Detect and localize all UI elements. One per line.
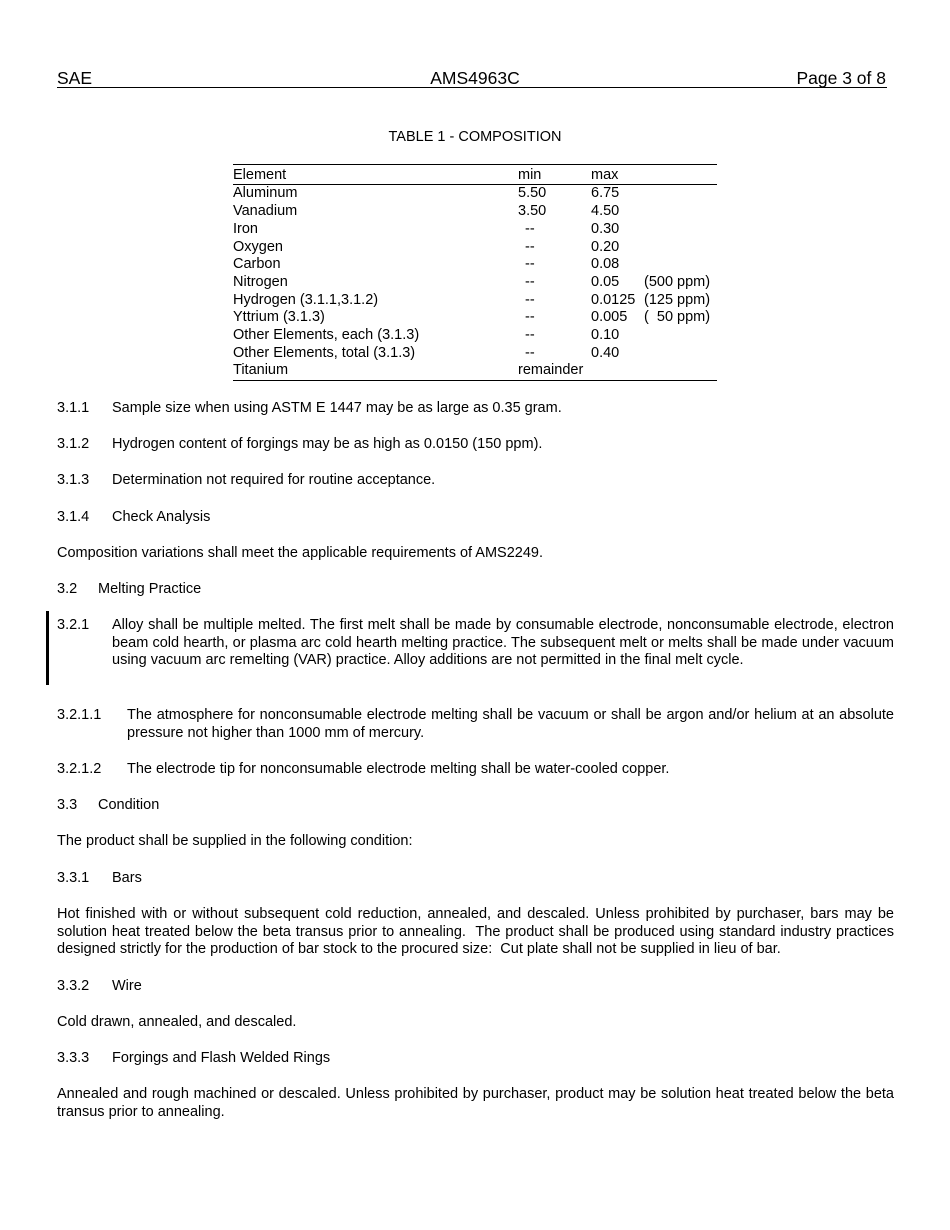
table-row xyxy=(233,362,717,380)
table-row xyxy=(233,345,717,363)
section-number-3-3-2: 3.3.2 xyxy=(57,978,90,994)
table-row xyxy=(233,221,717,239)
section-number-3-1-2: 3.1.2 xyxy=(57,436,90,452)
section-text-3-1-2: Hydrogen content of forgings may be as high as 0.0150 (150 ppm). xyxy=(112,436,543,452)
section-number-3-1-3: 3.1.3 xyxy=(57,472,90,488)
section-number-3-2: 3.2 xyxy=(57,581,78,597)
cell-max: 0.05 xyxy=(591,274,620,290)
cell-max: 0.005 xyxy=(591,309,628,325)
section-body-3-3-3: Annealed and rough machined or descaled. Unless prohibited by purchaser, product may be solution heat treated below the beta transus prior to annealing. xyxy=(57,1086,894,1120)
cell-element: Titanium xyxy=(233,362,289,378)
cell-min: -- xyxy=(525,309,535,325)
cell-min: -- xyxy=(525,274,535,290)
column-header-min: min xyxy=(518,167,542,183)
table-row xyxy=(233,239,717,257)
cell-element: Aluminum xyxy=(233,185,298,201)
cell-max: 0.30 xyxy=(591,221,620,237)
cell-min: -- xyxy=(525,327,535,343)
section-number-3-2-1: 3.2.1 xyxy=(57,617,90,633)
section-number-3-1-1: 3.1.1 xyxy=(57,400,90,416)
cell-element: Hydrogen (3.1.1,3.1.2) xyxy=(233,292,379,308)
section-body-3-3-2: Cold drawn, annealed, and descaled. xyxy=(57,1014,297,1030)
table-row xyxy=(233,274,717,292)
section-number-3-2-1-1: 3.2.1.1 xyxy=(57,707,102,723)
cell-min: -- xyxy=(525,256,535,272)
column-header-max: max xyxy=(591,167,619,183)
cell-element: Vanadium xyxy=(233,203,298,219)
cell-min: remainder xyxy=(518,362,584,378)
section-title-bars: Bars xyxy=(112,870,142,886)
cell-min: -- xyxy=(525,292,535,308)
cell-min: -- xyxy=(525,239,535,255)
cell-min: -- xyxy=(525,221,535,237)
revision-change-bar xyxy=(46,611,49,685)
table-row xyxy=(233,309,717,327)
section-number-3-3-1: 3.3.1 xyxy=(57,870,90,886)
section-text-3-1-1: Sample size when using ASTM E 1447 may be as large as 0.35 gram. xyxy=(112,400,562,416)
section-title-forgings: Forgings and Flash Welded Rings xyxy=(112,1050,331,1066)
cell-element: Other Elements, each (3.1.3) xyxy=(233,327,420,343)
section-title-check-analysis: Check Analysis xyxy=(112,509,211,525)
cell-element: Yttrium (3.1.3) xyxy=(233,309,325,325)
cell-max: 0.20 xyxy=(591,239,620,255)
cell-max: 4.50 xyxy=(591,203,620,219)
cell-ppm: (500 ppm) xyxy=(644,274,711,290)
table-bottom-rule xyxy=(233,380,717,381)
cell-element: Carbon xyxy=(233,256,281,272)
cell-min: -- xyxy=(525,345,535,361)
cell-min: 3.50 xyxy=(518,203,547,219)
table-title: TABLE 1 - COMPOSITION xyxy=(388,129,562,145)
table-row xyxy=(233,203,717,221)
cell-element: Nitrogen xyxy=(233,274,288,290)
section-text-3-2-1: Alloy shall be multiple melted. The first melt shall be made by consumable electrode, nonconsumable electrode, electron beam cold hearth, or plasma arc cold hearth melting practice. The subsequent melt or melts shall be made under vacuum using vacuum arc remelting (VAR) practice. Alloy additions are not permitted in the final melt cycle. xyxy=(112,617,894,668)
cell-ppm: (125 ppm) xyxy=(644,292,711,308)
section-number-3-1-4: 3.1.4 xyxy=(57,509,90,525)
section-text-3-1-3: Determination not required for routine acceptance. xyxy=(112,472,436,488)
section-title-melting-practice: Melting Practice xyxy=(98,581,202,597)
cell-element: Iron xyxy=(233,221,258,237)
cell-max: 0.0125 xyxy=(591,292,636,308)
section-body-3-3: The product shall be supplied in the following condition: xyxy=(57,833,413,849)
section-number-3-3: 3.3 xyxy=(57,797,78,813)
section-body-3-1-4: Composition variations shall meet the applicable requirements of AMS2249. xyxy=(57,545,544,561)
column-header-element: Element xyxy=(233,167,287,183)
table-row xyxy=(233,327,717,345)
section-title-condition: Condition xyxy=(98,797,160,813)
cell-element: Other Elements, total (3.1.3) xyxy=(233,345,416,361)
section-text-3-2-1-2: The electrode tip for nonconsumable electrode melting shall be water-cooled copper. xyxy=(127,761,670,777)
header-rule xyxy=(57,87,887,88)
section-number-3-2-1-2: 3.2.1.2 xyxy=(57,761,102,777)
cell-min: 5.50 xyxy=(518,185,547,201)
cell-max: 6.75 xyxy=(591,185,620,201)
cell-max: 0.10 xyxy=(591,327,620,343)
table-row xyxy=(233,292,717,310)
header-page-number: Page 3 of 8 xyxy=(796,68,886,88)
section-title-wire: Wire xyxy=(112,978,142,994)
cell-max: 0.40 xyxy=(591,345,620,361)
cell-ppm: ( 50 ppm) xyxy=(644,309,711,325)
section-number-3-3-3: 3.3.3 xyxy=(57,1050,90,1066)
table-row xyxy=(233,256,717,274)
header-doc-number: AMS4963C xyxy=(430,68,520,88)
table-row xyxy=(233,185,717,203)
cell-element: Oxygen xyxy=(233,239,283,255)
section-text-3-2-1-1: The atmosphere for nonconsumable electrode melting shall be vacuum or shall be argon and/or helium at an absolute pressure not higher than 1000 mm of mercury. xyxy=(127,707,894,741)
section-body-3-3-1: Hot finished with or without subsequent cold reduction, annealed, and descaled. Unless prohibited by purchaser, bars may be solution heat treated below the beta transus prior to annealing. The product shall be produced using standard industry practices designed strictly for the production of bar stock to the procured size: Cut plate shall not be supplied in lieu of bar. xyxy=(57,906,899,957)
header-org: SAE xyxy=(57,68,93,88)
table-header-row xyxy=(233,167,717,185)
cell-max: 0.08 xyxy=(591,256,620,272)
table-top-rule xyxy=(233,164,717,165)
